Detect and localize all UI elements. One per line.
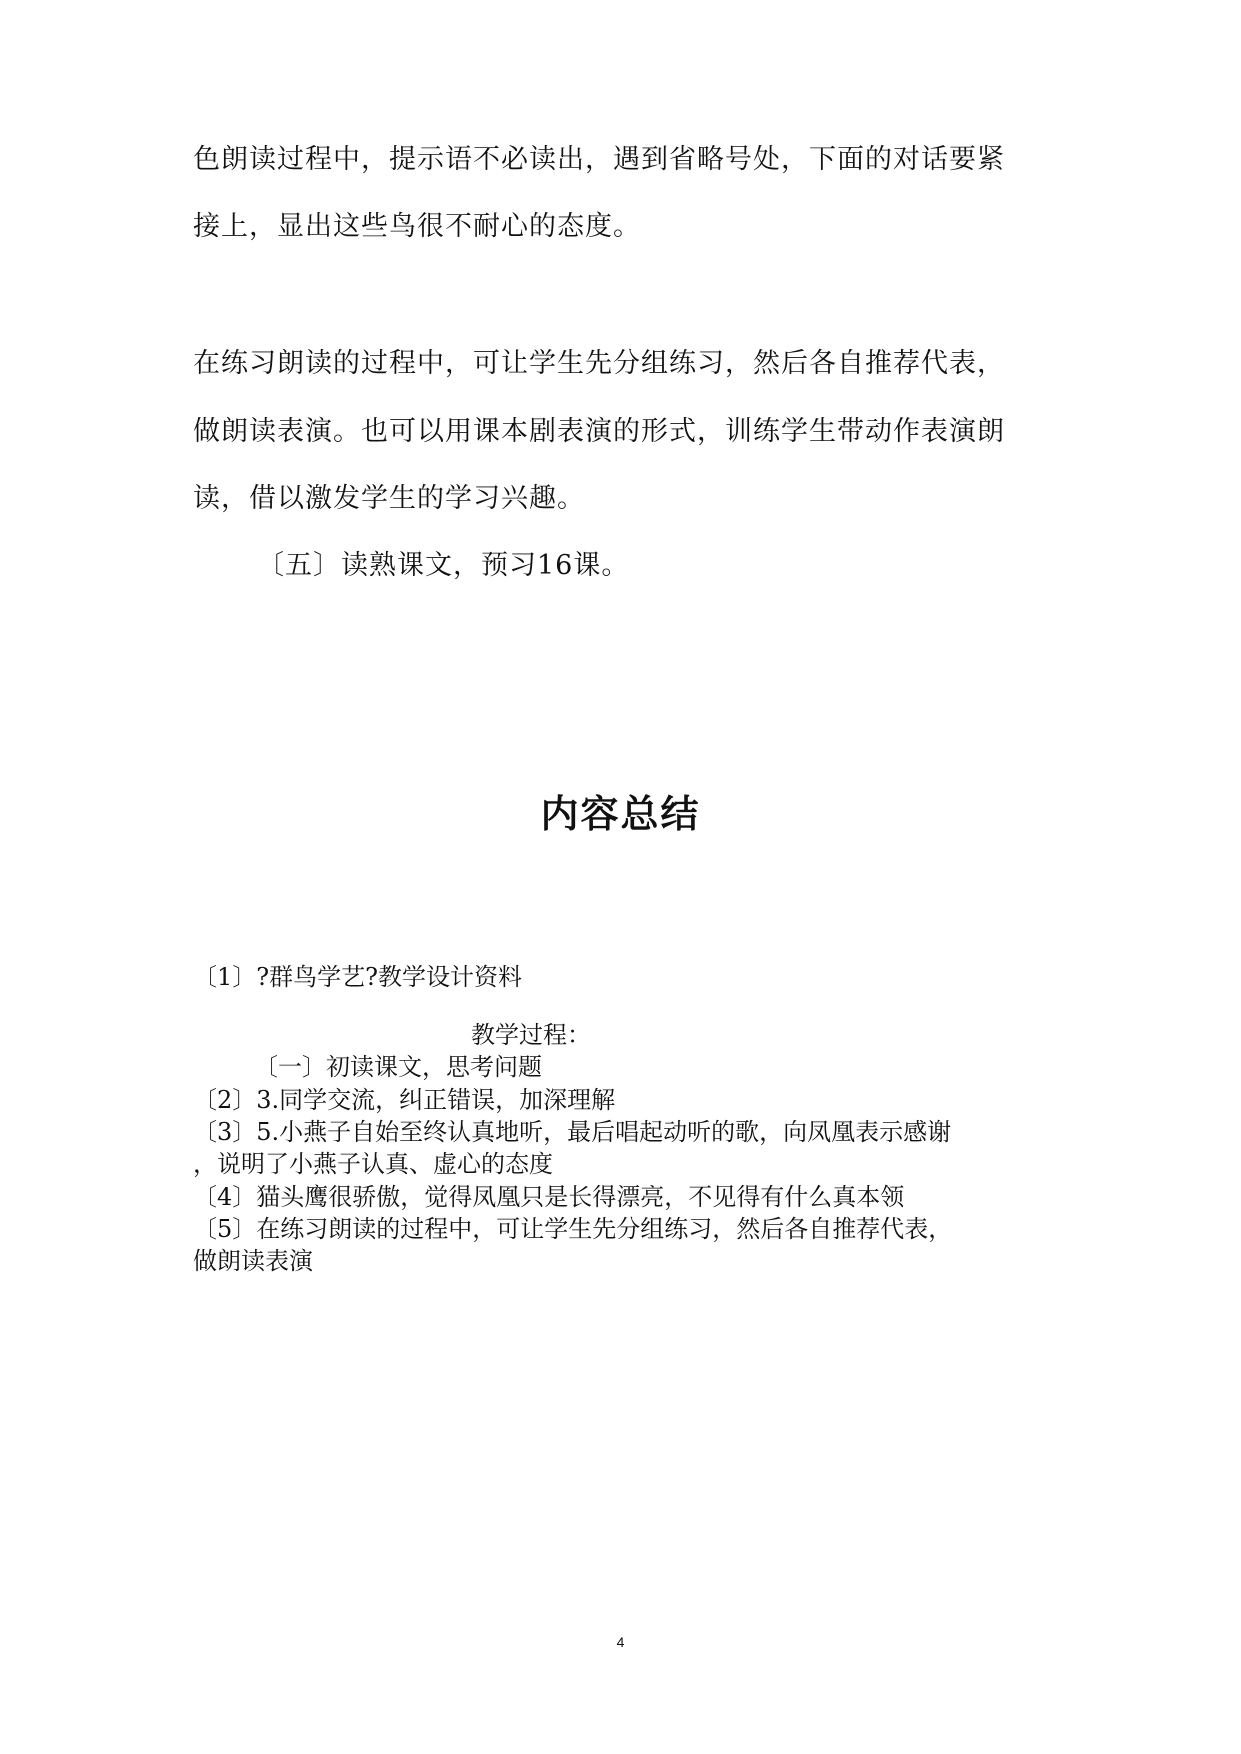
summary-line-9: 做朗读表演 xyxy=(193,1247,313,1275)
body-line-6: 〔五〕读熟课文，预习16课。 xyxy=(257,550,630,581)
summary-line-4: 〔2〕3.同学交流，纠正错误，加深理解 xyxy=(193,1086,616,1114)
summary-title: 内容总结 xyxy=(540,792,701,836)
summary-line-1: 〔1〕?群鸟学艺?教学设计资料 xyxy=(193,963,523,991)
body-line-2: 接上，显出这些鸟很不耐心的态度。 xyxy=(193,211,641,242)
summary-line-7: 〔4〕猫头鹰很骄傲，觉得凤凰只是长得漂亮，不见得有什么真本领 xyxy=(193,1183,905,1211)
body-line-5: 读，借以激发学生的学习兴趣。 xyxy=(193,483,585,514)
body-line-3: 在练习朗读的过程中，可让学生先分组练习，然后各自推荐代表， xyxy=(193,348,1005,379)
summary-line-2: 教学过程： xyxy=(471,1021,591,1049)
summary-line-8: 〔5〕在练习朗读的过程中，可让学生先分组练习，然后各自推荐代表， xyxy=(193,1215,953,1243)
summary-line-3: 〔一〕初读课文，思考问题 xyxy=(254,1053,542,1081)
page-number: 4 xyxy=(616,1634,625,1650)
summary-line-6: ，说明了小燕子认真、虚心的态度 xyxy=(193,1150,553,1178)
body-line-1: 色朗读过程中，提示语不必读出，遇到省略号处，下面的对话要紧 xyxy=(193,144,1005,175)
summary-line-5: 〔3〕5.小燕子自始至终认真地听，最后唱起动听的歌，向凤凰表示感谢 xyxy=(193,1118,952,1146)
body-line-4: 做朗读表演。也可以用课本剧表演的形式，训练学生带动作表演朗 xyxy=(193,416,1005,447)
